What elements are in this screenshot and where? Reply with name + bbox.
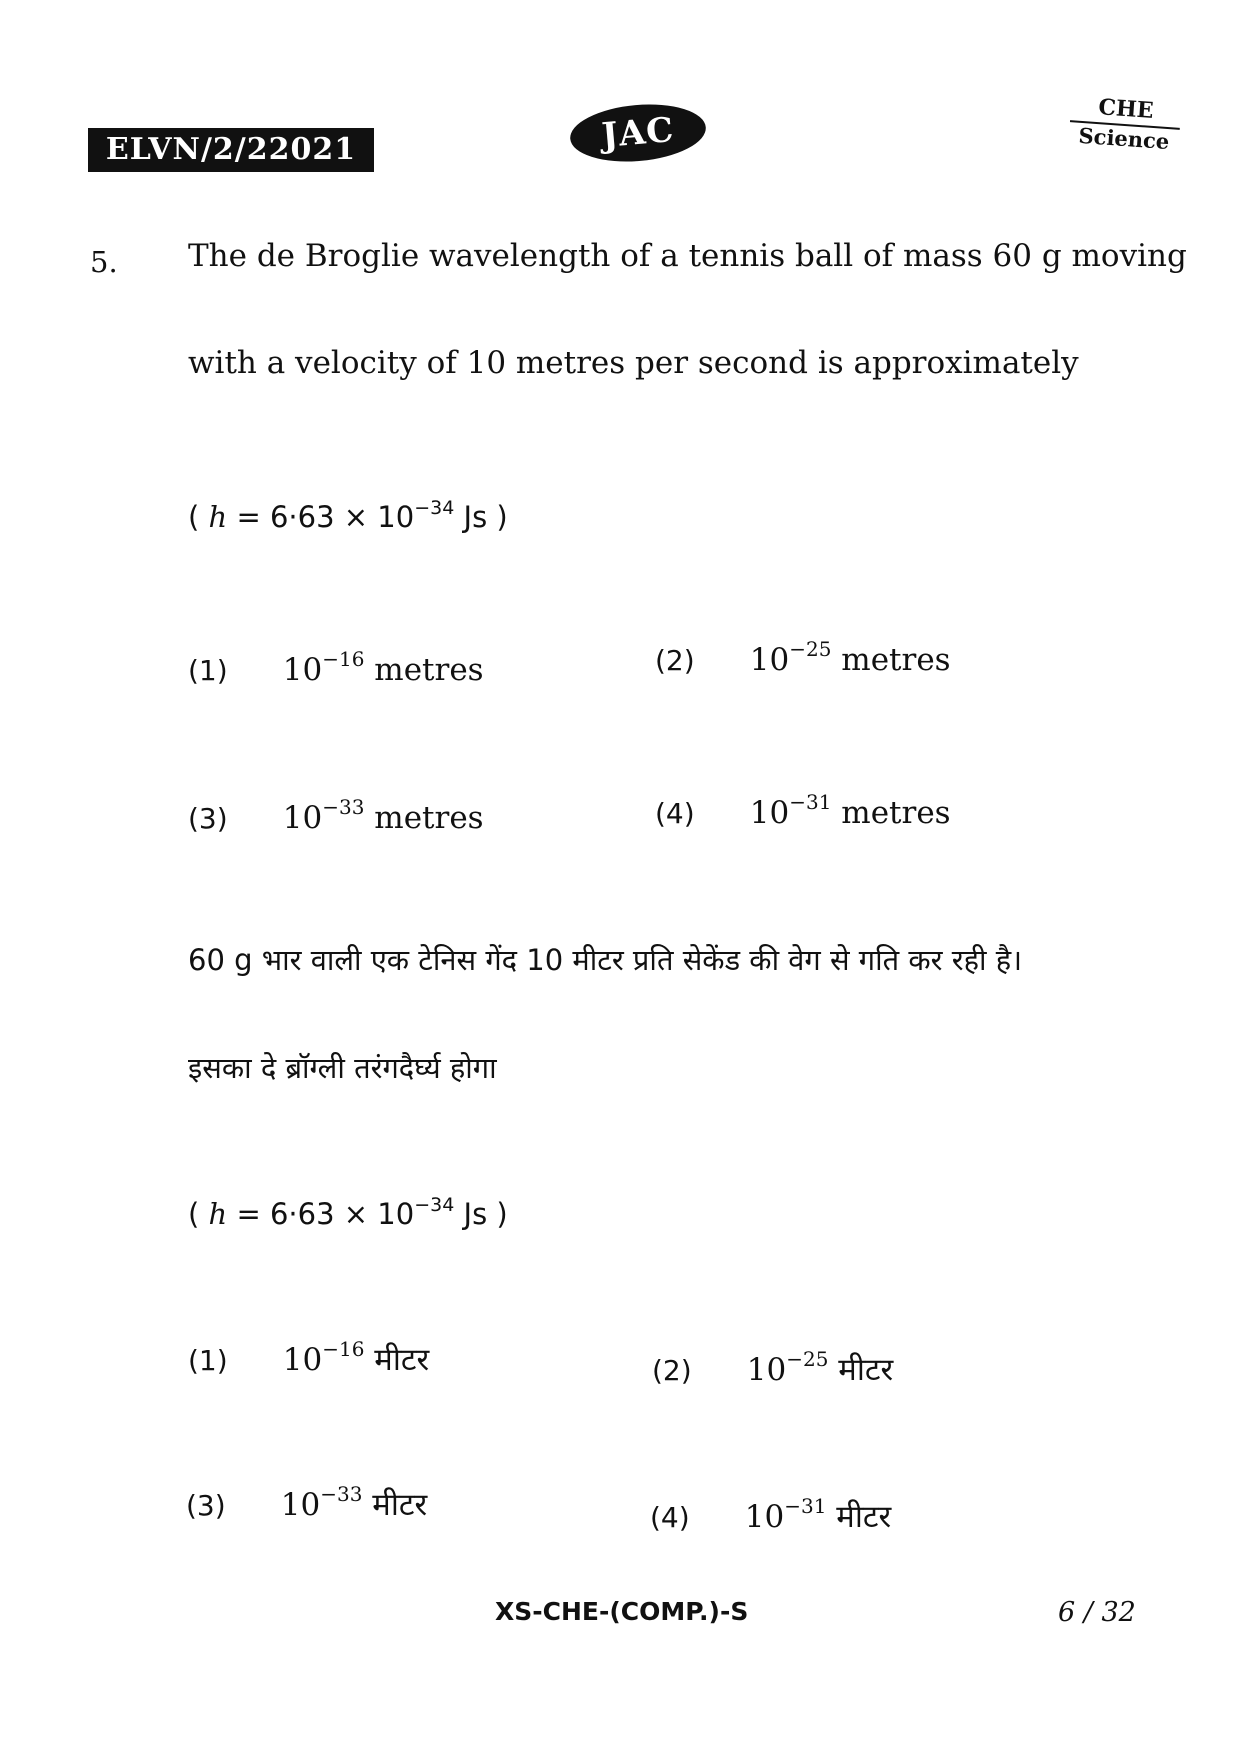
option-2-en [655, 637, 951, 678]
paper-code-badge: ELVN/2/22021 [88, 128, 374, 172]
footer-paper-code: XS-CHE-(COMP.)-S [495, 1597, 749, 1626]
question-number: 5. [90, 245, 118, 279]
option-4-en [655, 790, 951, 831]
page-number: 6 / 32 [1058, 1597, 1136, 1628]
question-text-hindi-line-2: इसका दे ब्रॉग्ली तरंगदैर्घ्य होगा [188, 1051, 497, 1085]
option-number: (1) [188, 654, 228, 687]
option-value: $10^{-16}$ मीटर [282, 1337, 430, 1378]
option-number: (3) [186, 1489, 226, 1522]
formula-value: = 6·63 × 10 [227, 1197, 415, 1231]
subject-name: Science [1077, 122, 1171, 155]
option-1-en [188, 647, 484, 688]
formula-symbol: h [208, 500, 228, 534]
subject-label [1068, 92, 1182, 155]
formula-exponent: −34 [414, 1194, 455, 1216]
option-4-hi [650, 1495, 891, 1537]
formula-unit: Js ) [454, 1197, 508, 1231]
option-number: (3) [188, 802, 228, 835]
option-number: (4) [650, 1501, 690, 1534]
option-2-hi [652, 1348, 893, 1390]
option-value: $10^{-31}$ मीटर [744, 1494, 892, 1535]
formula-exponent: −34 [414, 497, 455, 519]
option-number: (1) [188, 1344, 228, 1377]
option-value: $10^{-33}$ मीटर [280, 1482, 428, 1523]
question-text-line-2: with a velocity of 10 metres per second is approximately [188, 345, 1079, 381]
option-value: $10^{-33}$ metres [282, 795, 484, 836]
jac-logo: JAC [568, 99, 708, 167]
planck-constant-formula-hindi: ( $h = 6\cdot 63 \times 10^{-34}$ Js ) [188, 1194, 508, 1231]
option-number: (2) [652, 1354, 692, 1387]
formula-value: = 6·63 × 10 [227, 500, 415, 534]
formula-unit: Js ) [454, 500, 508, 534]
subject-code: CHE [1070, 92, 1182, 130]
question-text-line-1: The de Broglie wavelength of a tennis ball of mass 60 g moving [188, 238, 1187, 274]
option-3-en [188, 795, 484, 836]
option-value: $10^{-25}$ मीटर [746, 1347, 894, 1388]
option-number: (4) [655, 797, 695, 830]
option-value: $10^{-31}$ metres [749, 790, 951, 831]
formula-symbol: h [208, 1197, 228, 1231]
option-value: $10^{-16}$ metres [282, 647, 484, 688]
option-value: $10^{-25}$ metres [749, 637, 951, 678]
option-3-hi [186, 1483, 427, 1525]
planck-constant-formula: ( $h = 6\cdot 63 \times 10^{-34}$ Js ) [188, 497, 508, 534]
option-number: (2) [655, 644, 695, 677]
option-1-hi [188, 1338, 429, 1380]
question-text-hindi-line-1: 60 g भार वाली एक टेनिस गेंद 10 मीटर प्रति सेकेंड की वेग से गति कर रही है। [188, 943, 1023, 977]
